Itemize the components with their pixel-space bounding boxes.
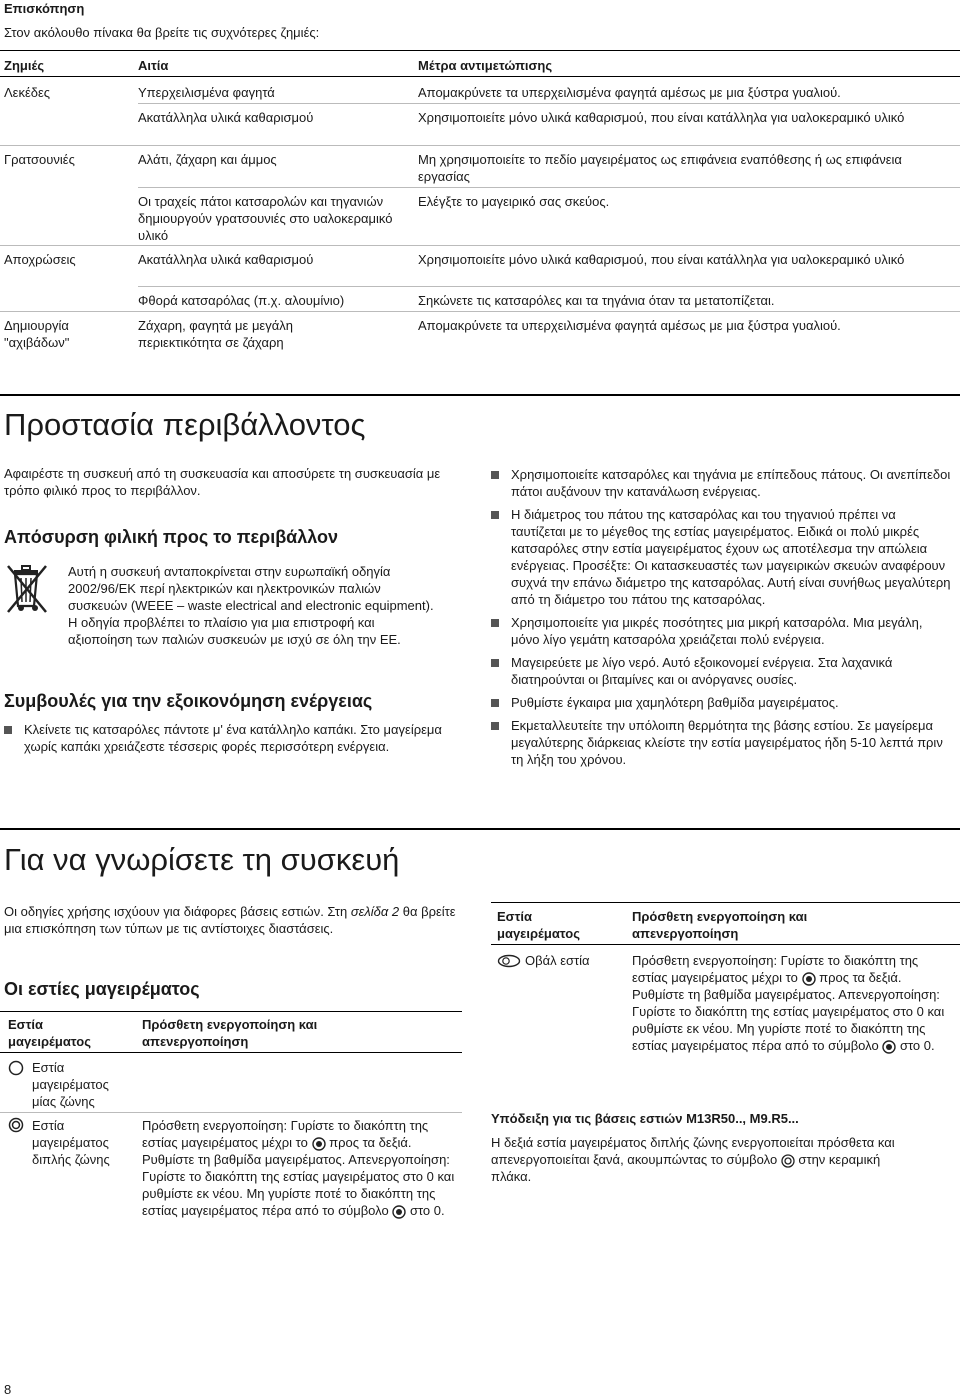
single-zone-label: Εστία μαγειρέματος μίας ζώνης [32,1060,109,1109]
weee-bin-icon [4,562,50,618]
dual-zone-symbol-icon [392,1205,406,1219]
list-item: Χρησιμοποιείτε για μικρές ποσότητες μια μικρή κατσαρόλα. Μια μεγάλη, μόνο λίγο γεμάτη κατσαρόλα χρειάζεται πολύ ενέργεια. [491,614,951,648]
table-row-damage: Δημιουργία "αχιβάδων" [4,318,70,350]
table-row-cause: Υπερχειλισμένα φαγητά [138,85,275,100]
table-header-damage: Ζημιές [4,58,45,73]
oval-zone-label: Οβάλ εστία [525,953,590,968]
table-row-damage: Λεκέδες [4,85,51,100]
table-row-cause: Ζάχαρη, φαγητά με μεγάλη περιεκτικότητα σε ζάχαρη [138,318,293,350]
dual-zone-symbol-icon [312,1137,326,1151]
oval-symbol-icon [882,1040,896,1054]
appliance-intro: Οι οδηγίες χρήσης ισχύουν για διάφορες βάσεις εστιών. Στη σελίδα 2 θα βρείτε μια επισκόπηση των τύπων με τις αντίστοιχες διαστάσεις. [4,904,456,936]
appliance-title: Για να γνωρίσετε τη συσκευή [4,842,400,877]
list-item: Χρησιμοποιείτε κατσαρόλες και τηγάνια με επίπεδους πάτους. Οι ανεπίπεδοι πάτοι αυξάνουν την κατανάλωση ενέργειας. [491,466,951,500]
table-row-cause: Αλάτι, ζάχαρη και άμμος [138,152,277,167]
list-item: Η διάμετρος του πάτου της κατσαρόλας και του τηγανιού πρέπει να ταυτίζεται με το μέγεθος της εστίας μαγειρέματος. Ειδικά οι πολύ μικρές κατσαρόλες στην εστία μαγειρέματος έχουν ως αποτέλεσμα την απώλεια ενέργειας. Προσέξτε: Οι κατασκευαστές των μαγειρικών σκευών αναφέρουν συχνά την επάνω διάμετρο της κατσαρόλας. Αυτή είναι συνήθως μεγαλύτερη από τη διάμετρο του πάτου της κατσαρόλας. [491,506,951,608]
table-header-measure: Μέτρα αντιμετώπισης [418,58,553,73]
zones-title: Οι εστίες μαγειρέματος [4,979,200,999]
table-row-measure: Χρησιμοποιείτε μόνο υλικά καθαρισμού, που είναι κατάλληλα για υαλοκεραμικό υλικό [418,252,905,267]
page-number: 8 [4,1382,12,1397]
oval-zone-text: Πρόσθετη ενεργοποίηση: Γυρίστε το διακόπτη της εστίας μαγειρέματος μέχρι το προς τα δεξιά. Ρυθμίστε τη βαθμίδα μαγειρέματος. Απενεργοποίηση: Γυρίστε το διακόπτη της εστίας μαγειρέματος στο 0 και ρυθμίστε εκ νέου. Μη γυρίστε ποτέ το διακόπτη της εστίας μαγειρέματος πέρα από το σύμβολο στο 0. [632,953,945,1053]
table-row-cause: Οι τραχείς πάτοι κατσαρολών και τηγανιών δημιουργούν γρατσουνιές στο υαλοκεραμικό υλικό [138,194,393,243]
zones-col-header: Εστία μαγειρέματος [8,1017,91,1049]
list-item: Μαγειρεύετε με λίγο νερό. Αυτό εξοικονομεί ενέργεια. Στα λαχανικά διατηρούνται οι βιταμίνες και οι ανόργανες ουσίες. [491,654,951,688]
table-row-measure: Απομακρύνετε τα υπερχειλισμένα φαγητά αμέσως με μια ξύστρα γυαλιού. [418,318,841,333]
single-zone-icon [8,1060,24,1076]
environment-title: Προστασία περιβάλλοντος [4,407,366,442]
oval-zone-icon [497,954,521,968]
overview-title: Επισκόπηση [4,1,85,16]
hint-title: Υπόδειξη για τις βάσεις εστιών M13R50.., M9.R5... [491,1111,799,1126]
table-row-measure: Ελέγξτε το μαγειρικό σας σκεύος. [418,194,610,209]
dual-zone-label: Εστία μαγειρέματος διπλής ζώνης [32,1118,110,1167]
hint-text: Η δεξιά εστία μαγειρέματος διπλής ζώνης ενεργοποιείται πρόσθετα και απενεργοποιείται ξανά, ακουμπώντας το σύμβολο στην κεραμική πλάκα. [491,1135,895,1184]
table-row-measure: Απομακρύνετε τα υπερχειλισμένα φαγητά αμέσως με μια ξύστρα γυαλιού. [418,85,841,100]
table-row-measure: Σηκώνετε τις κατσαρόλες και τα τηγάνια όταν τα μετατοπίζεται. [418,293,775,308]
table-row-measure: Μη χρησιμοποιείτε το πεδίο μαγειρέματος ως επιφάνεια εναπόθεσης ή ως επιφάνεια εργασίας [418,152,902,184]
list-item: Ρυθμίστε έγκαιρα μια χαμηλότερη βαθμίδα μαγειρέματος. [491,694,951,711]
disposal-title: Απόσυρση φιλική προς το περιβάλλον [4,527,339,547]
overview-intro: Στον ακόλουθο πίνακα θα βρείτε τις συχνότερες ζημιές: [4,25,320,40]
table-row-cause: Ακατάλληλα υλικά καθαρισμού [138,252,314,267]
table-row-cause: Φθορά κατσαρόλας (π.χ. αλουμίνιο) [138,293,345,308]
table-row-measure: Χρησιμοποιείτε μόνο υλικά καθαρισμού, που είναι κατάλληλα για υαλοκεραμικό υλικό [418,110,905,125]
zones-col-header: Εστία μαγειρέματος [497,909,580,941]
table-row-damage: Αποχρώσεις [4,252,76,267]
disposal-text: Αυτή η συσκευή ανταποκρίνεται στην ευρωπαϊκή οδηγία 2002/96/ΕΚ περί ηλεκτρικών και ηλεκτρονικών παλιών συσκευών (WEEE – waste electrical and electronic equipment). Η οδηγία προβλέπει το πλαίσιο για μια επιστροφή και αξιοποίηση των παλιών συσκευών με ισχύ σε όλη την ΕΕ. [68,564,434,647]
dual-zone-icon [8,1117,24,1133]
tips-title: Συμβουλές για την εξοικονόμηση ενέργειας [4,691,373,711]
list-item: Εκμεταλλευτείτε την υπόλοιπη θερμότητα της βάσης εστίου. Σε μαγείρεμα μεγαλύτερης διάρκειας κλείστε την εστία μαγειρέματος ήδη 5-10 λεπτά πριν τη λήξη του χρόνου. [491,717,951,768]
dual-zone-icon [781,1154,795,1168]
zones-col-header: Πρόσθετη ενεργοποίηση και απενεργοποίηση [142,1017,318,1049]
table-row-damage: Γρατσουνιές [4,152,75,167]
zones-col-header: Πρόσθετη ενεργοποίηση και απενεργοποίηση [632,909,808,941]
table-header-cause: Αιτία [138,58,169,73]
oval-symbol-icon [802,972,816,986]
environment-intro: Αφαιρέστε τη συσκευή από τη συσκευασία και αποσύρετε τη συσκευασία με τρόπο φιλικό προς το περιβάλλον. [4,466,441,498]
table-row-cause: Ακατάλληλα υλικά καθαρισμού [138,110,314,125]
list-item: Κλείνετε τις κατσαρόλες πάντοτε μ' ένα κατάλληλο καπάκι. Στο μαγείρεμα χωρίς καπάκι χρειάζεστε τέσσερις φορές περισσότερη ενέργεια. [4,721,449,755]
dual-zone-text: Πρόσθετη ενεργοποίηση: Γυρίστε το διακόπτη της εστίας μαγειρέματος μέχρι το προς τα δεξιά. Ρυθμίστε τη βαθμίδα μαγειρέματος. Απενεργοποίηση: Γυρίστε το διακόπτη της εστίας μαγειρέματος στο 0 και ρυθμίστε εκ νέου. Μη γυρίστε ποτέ το διακόπτη της εστίας μαγειρέματος πέρα από το σύμβολο στο 0. [142,1118,455,1218]
